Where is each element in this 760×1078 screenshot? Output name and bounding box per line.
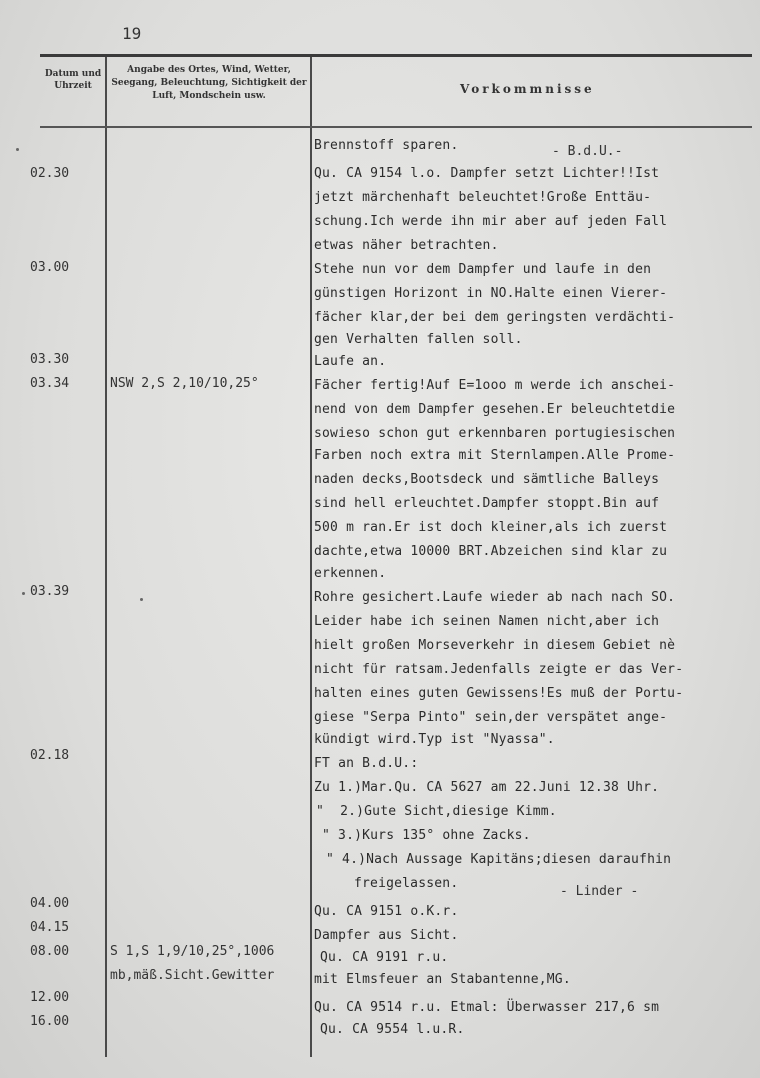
- event-line: günstigen Horizont in NO.Halte einen Vierer-: [314, 286, 668, 301]
- entry-time: 12.00: [30, 990, 70, 1005]
- entry-time: 03.34: [30, 376, 70, 391]
- event-line: Qu. CA 9191 r.u.: [320, 950, 449, 965]
- signature-linder: - Linder -: [560, 884, 639, 899]
- event-line: Zu 1.)Mar.Qu. CA 5627 am 22.Juni 12.38 Uhr.: [314, 780, 660, 795]
- event-line: Qu. CA 9151 o.K.r.: [314, 904, 459, 919]
- event-line: dachte,etwa 10000 BRT.Abzeichen sind klar zu: [314, 544, 668, 559]
- entry-time: 16.00: [30, 1014, 70, 1029]
- entry-time: 02.18: [30, 748, 70, 763]
- event-line: naden decks,Bootsdeck und sämtliche Balleys: [314, 472, 660, 487]
- event-line: hielt großen Morseverkehr in diesem Gebiet nè: [314, 638, 676, 653]
- event-line: etwas näher betrachten.: [314, 238, 499, 253]
- event-line: schung.Ich werde ihn mir aber auf jeden Fall: [314, 214, 668, 229]
- event-line: gen Verhalten fallen soll.: [314, 332, 523, 347]
- conditions-entry: NSW 2,S 2,10/10,25°: [110, 376, 259, 391]
- event-line: erkennen.: [314, 566, 387, 581]
- event-line: Fächer fertig!Auf E=1ooo m werde ich anschei-: [314, 378, 676, 393]
- entry-time: 08.00: [30, 944, 70, 959]
- event-line: Leider habe ich seinen Namen nicht,aber ich: [314, 614, 660, 629]
- entry-time: 03.39: [30, 584, 70, 599]
- scan-speck: [22, 592, 25, 595]
- entry-time: 04.00: [30, 896, 70, 911]
- event-line: giese "Serpa Pinto" sein,der verspätet ange-: [314, 710, 668, 725]
- event-line: Dampfer aus Sicht.: [314, 928, 459, 943]
- event-line: Brennstoff sparen.: [314, 138, 459, 153]
- header-rule-right: [312, 126, 752, 128]
- signature-bdu: - B.d.U.-: [552, 144, 623, 159]
- header-rule-left: [40, 126, 312, 128]
- event-line: Qu. CA 9554 l.u.R.: [320, 1022, 465, 1037]
- conditions-entry: mb,mäß.Sicht.Gewitter: [110, 968, 275, 983]
- header-events: Vorkommnisse: [460, 82, 595, 96]
- event-line: sowieso schon gut erkennbaren portugiesischen: [314, 426, 676, 441]
- scan-speck: [140, 598, 143, 601]
- page-number: 19: [122, 24, 142, 43]
- conditions-entry: S 1,S 1,9/10,25°,1006: [110, 944, 275, 959]
- header-date-time: Datum und Uhrzeit: [44, 69, 102, 91]
- event-line: FT an B.d.U.:: [314, 756, 419, 771]
- event-line: sind hell erleuchtet.Dampfer stoppt.Bin auf: [314, 496, 660, 511]
- event-line: " 4.)Nach Aussage Kapitäns;diesen daraufhin: [326, 852, 672, 867]
- entry-time: 04.15: [30, 920, 70, 935]
- event-line: halten eines guten Gewissens!Es muß der Portu-: [314, 686, 684, 701]
- event-line: " 2.)Gute Sicht,diesige Kimm.: [316, 804, 557, 819]
- header-conditions: Angabe des Ortes, Wind, Wetter, Seegang, Beleuchtung, Sichtigkeit der Luft, Mondschein usw.: [111, 65, 307, 101]
- event-line: 500 m ran.Er ist doch kleiner,als ich zuerst: [314, 520, 668, 535]
- event-line: nend von dem Dampfer gesehen.Er beleuchtetdie: [314, 402, 676, 417]
- event-line: Qu. CA 9514 r.u. Etmal: Überwasser 217,6 sm: [314, 1000, 660, 1015]
- event-line: " 3.)Kurs 135° ohne Zacks.: [322, 828, 531, 843]
- entry-time: 02.30: [30, 166, 70, 181]
- column-divider-1: [105, 57, 107, 1057]
- event-line: Rohre gesichert.Laufe wieder ab nach nach SO.: [314, 590, 676, 605]
- entry-time: 03.00: [30, 260, 70, 275]
- event-line: Farben noch extra mit Sternlampen.Alle Prome-: [314, 448, 676, 463]
- entry-time: 03.30: [30, 352, 70, 367]
- event-line: nicht für ratsam.Jedenfalls zeigte er das Ver-: [314, 662, 684, 677]
- event-line: jetzt märchenhaft beleuchtet!Große Enttäu-: [314, 190, 652, 205]
- scan-speck: [16, 148, 19, 151]
- event-line: kündigt wird.Typ ist "Nyassa".: [314, 732, 555, 747]
- event-line: fächer klar,der bei dem geringsten verdächti-: [314, 310, 676, 325]
- event-line: Qu. CA 9154 l.o. Dampfer setzt Lichter!!Ist: [314, 166, 660, 181]
- event-line: Stehe nun vor dem Dampfer und laufe in den: [314, 262, 652, 277]
- event-line: Laufe an.: [314, 354, 387, 369]
- column-divider-2: [310, 57, 312, 1057]
- event-line: mit Elmsfeuer an Stabantenne,MG.: [314, 972, 571, 987]
- event-line: freigelassen.: [354, 876, 459, 891]
- top-rule: [40, 54, 752, 57]
